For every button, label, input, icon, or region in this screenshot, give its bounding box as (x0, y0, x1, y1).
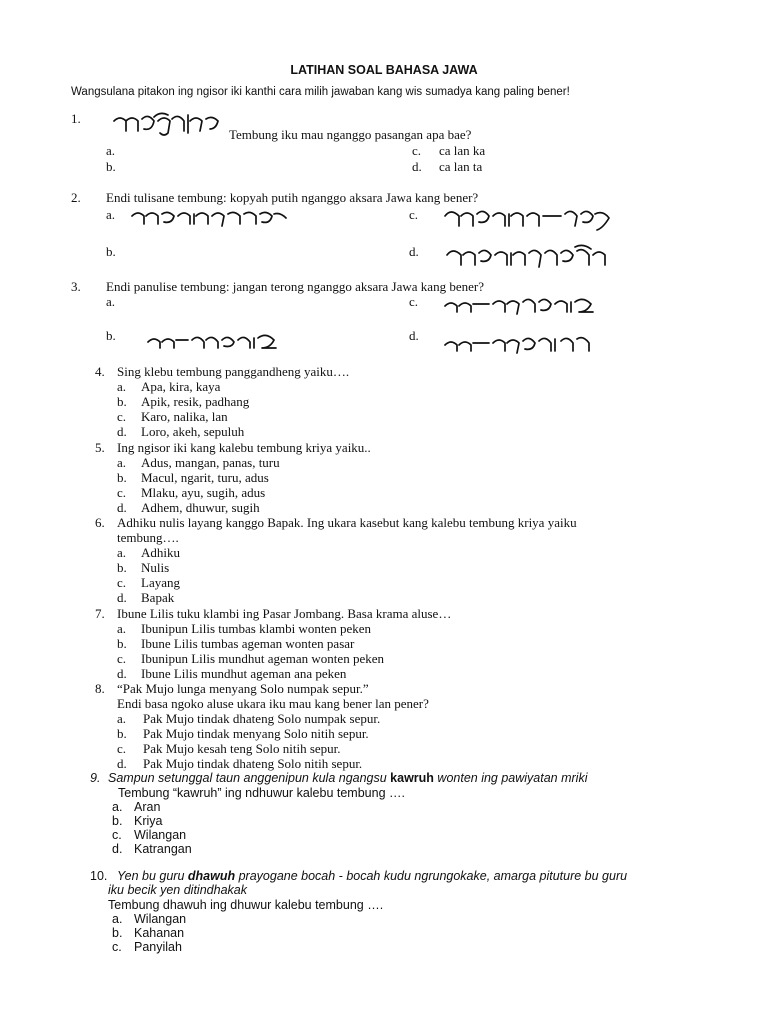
q5-option-b-label: b. (117, 470, 127, 485)
q3-option-b-label: b. (106, 328, 116, 343)
q10-option-b-label: b. (112, 926, 123, 940)
q9-option-d-text: Katrangan (134, 842, 192, 856)
q7-option-a-label: a. (117, 621, 127, 636)
q9-option-a-text: Aran (134, 800, 161, 814)
q5-option-c-label: c. (117, 485, 127, 500)
q5-number: 5. (95, 440, 105, 455)
q9-sentence-post: wonten ing pawiyatan mriki (433, 771, 588, 785)
q7-option-b-text: Ibune Lilis tumbas ageman wonten pasar (141, 636, 355, 651)
q2-option-a-javanese (130, 208, 290, 230)
q6-number: 6. (95, 515, 105, 530)
q10-sentence-line2: iku becik yen ditindhakak (108, 883, 247, 897)
q1-number: 1. (71, 111, 81, 126)
q6-option-b-text: Nulis (141, 560, 170, 575)
q6-option-d-label: d. (117, 590, 127, 605)
q5-option-d-text: Adhem, dhuwur, sugih (141, 500, 260, 515)
q4-option-b-text: Apik, resik, padhang (141, 394, 250, 409)
q10-option-c-label: c. (112, 940, 122, 954)
q6-option-c-text: Layang (141, 575, 180, 590)
q5-option-c-text: Mlaku, ayu, sugih, adus (141, 485, 266, 500)
q9-option-b-text: Kriya (134, 814, 163, 828)
q10-option-a-label: a. (112, 912, 123, 926)
q3-question: Endi panulise tembung: jangan terong nganggo aksara Jawa kang bener? (106, 279, 484, 294)
q8-option-d-label: d. (117, 756, 127, 771)
q6-option-a-label: a. (117, 545, 127, 560)
q7-option-d-text: Ibune Lilis mundhut ageman ana peken (141, 666, 347, 681)
q4-option-d-label: d. (117, 424, 127, 439)
q10-number: 10. (90, 869, 108, 883)
q9-option-c-text: Wilangan (134, 828, 187, 842)
q1-question: Tembung iku mau nganggo pasangan apa bae? (229, 127, 472, 142)
q9-number: 9. (90, 771, 101, 785)
q9-option-c-label: c. (112, 828, 122, 842)
q9-sentence-pre: Sampun setunggal taun anggenipun kula ngangsu (108, 771, 391, 785)
q10-option-c-text: Panyilah (134, 940, 182, 954)
q8-option-c-label: c. (117, 741, 127, 756)
q4-option-b-label: b. (117, 394, 127, 409)
q7-option-a-text: Ibunipun Lilis tumbas klambi wonten peken (141, 621, 371, 636)
q8-option-d-text: Pak Mujo tindak dhateng Solo nitih sepur. (143, 756, 363, 771)
q1-option-a-label: a. (106, 143, 116, 158)
q5-option-d-label: d. (117, 500, 127, 515)
q10-sentence-post: prayogane bocah - bocah kudu ngrungokake, amarga pituture bu guru (235, 869, 628, 883)
q10-option-b-text: Kahanan (134, 926, 185, 940)
q2-option-d-label: d. (409, 244, 419, 259)
q8-option-a-label: a. (117, 711, 127, 726)
q1-option-c-text: ca lan ka (439, 143, 486, 158)
q1-option-d-label: d. (412, 159, 422, 174)
q6-option-b-label: b. (117, 560, 127, 575)
q8-question-line1: “Pak Mujo lunga menyang Solo numpak sepur.” (117, 681, 369, 696)
q4-option-a-label: a. (117, 379, 127, 394)
q8-option-c-text: Pak Mujo kesah teng Solo nitih sepur. (143, 741, 341, 756)
q9-question: Tembung “kawruh” ing ndhuwur kalebu tembung …. (118, 786, 405, 800)
q7-option-d-label: d. (117, 666, 127, 681)
q8-question-line2: Endi basa ngoko aluse ukara iku mau kang bener lan pener? (117, 696, 429, 711)
q1-javanese-word (112, 113, 224, 139)
page-title: LATIHAN SOAL BAHASA JAWA (290, 63, 478, 77)
instruction: Wangsulana pitakon ing ngisor iki kanthi cara milih jawaban kang wis sumadya kang paling bener! (71, 86, 570, 98)
q4-question: Sing klebu tembung panggandheng yaiku…. (117, 364, 350, 379)
q3-number: 3. (71, 279, 81, 294)
q9-option-d-label: d. (112, 842, 123, 856)
q7-option-c-text: Ibunipun Lilis mundhut ageman wonten peken (141, 651, 384, 666)
q5-question: Ing ngisor iki kang kalebu tembung kriya yaiku.. (117, 440, 371, 455)
q10-option-a-text: Wilangan (134, 912, 187, 926)
q4-option-a-text: Apa, kira, kaya (141, 379, 221, 394)
q2-number: 2. (71, 190, 81, 205)
q5-option-a-label: a. (117, 455, 127, 470)
q6-option-c-label: c. (117, 575, 127, 590)
q1-option-d-text: ca lan ta (439, 159, 483, 174)
q5-option-a-text: Adus, mangan, panas, turu (141, 455, 280, 470)
q7-question: Ibune Lilis tuku klambi ing Pasar Jombang. Basa krama aluse… (117, 606, 452, 621)
q8-option-b-text: Pak Mujo tindak menyang Solo nitih sepur. (143, 726, 369, 741)
q4-option-c-label: c. (117, 409, 127, 424)
q3-option-a-label: a. (106, 294, 116, 309)
q7-option-c-label: c. (117, 651, 127, 666)
q1-option-c-label: c. (412, 143, 422, 158)
q4-option-c-text: Karo, nalika, lan (141, 409, 228, 424)
q2-option-b-label: b. (106, 244, 116, 259)
q6-option-a-text: Adhiku (141, 545, 180, 560)
q10-sentence (117, 869, 627, 883)
q3-option-c-javanese (443, 294, 603, 320)
q2-question: Endi tulisane tembung: kopyah putih nganggo aksara Jawa kang bener? (106, 190, 479, 205)
q2-option-c-label: c. (409, 207, 419, 222)
q6-question-line2: tembung…. (117, 530, 179, 545)
q6-question-line1: Adhiku nulis layang kanggo Bapak. Ing ukara kasebut kang kalebu tembung kriya yaiku (117, 515, 577, 530)
q8-option-b-label: b. (117, 726, 127, 741)
q8-number: 8. (95, 681, 105, 696)
q9-option-b-label: b. (112, 814, 123, 828)
q2-option-d-javanese (445, 245, 615, 273)
q3-option-d-javanese (443, 333, 603, 357)
q3-option-c-label: c. (409, 294, 419, 309)
q7-number: 7. (95, 606, 105, 621)
q10-sentence-pre: Yen bu guru (117, 869, 188, 883)
q9-sentence-bold: kawruh (390, 771, 434, 785)
q10-sentence-bold: dhawuh (187, 869, 236, 883)
q2-option-c-javanese (443, 206, 613, 236)
q10-question: Tembung dhawuh ing dhuwur kalebu tembung …. (108, 898, 384, 912)
q3-option-b-javanese (146, 332, 292, 354)
q6-option-d-text: Bapak (141, 590, 175, 605)
q9-sentence (108, 771, 587, 785)
q1-option-b-label: b. (106, 159, 116, 174)
q4-option-d-text: Loro, akeh, sepuluh (141, 424, 245, 439)
q3-option-d-label: d. (409, 328, 419, 343)
q9-option-a-label: a. (112, 800, 123, 814)
q2-option-a-label: a. (106, 207, 116, 222)
q5-option-b-text: Macul, ngarit, turu, adus (141, 470, 269, 485)
q7-option-b-label: b. (117, 636, 127, 651)
q4-number: 4. (95, 364, 105, 379)
q8-option-a-text: Pak Mujo tindak dhateng Solo numpak sepur. (143, 711, 381, 726)
